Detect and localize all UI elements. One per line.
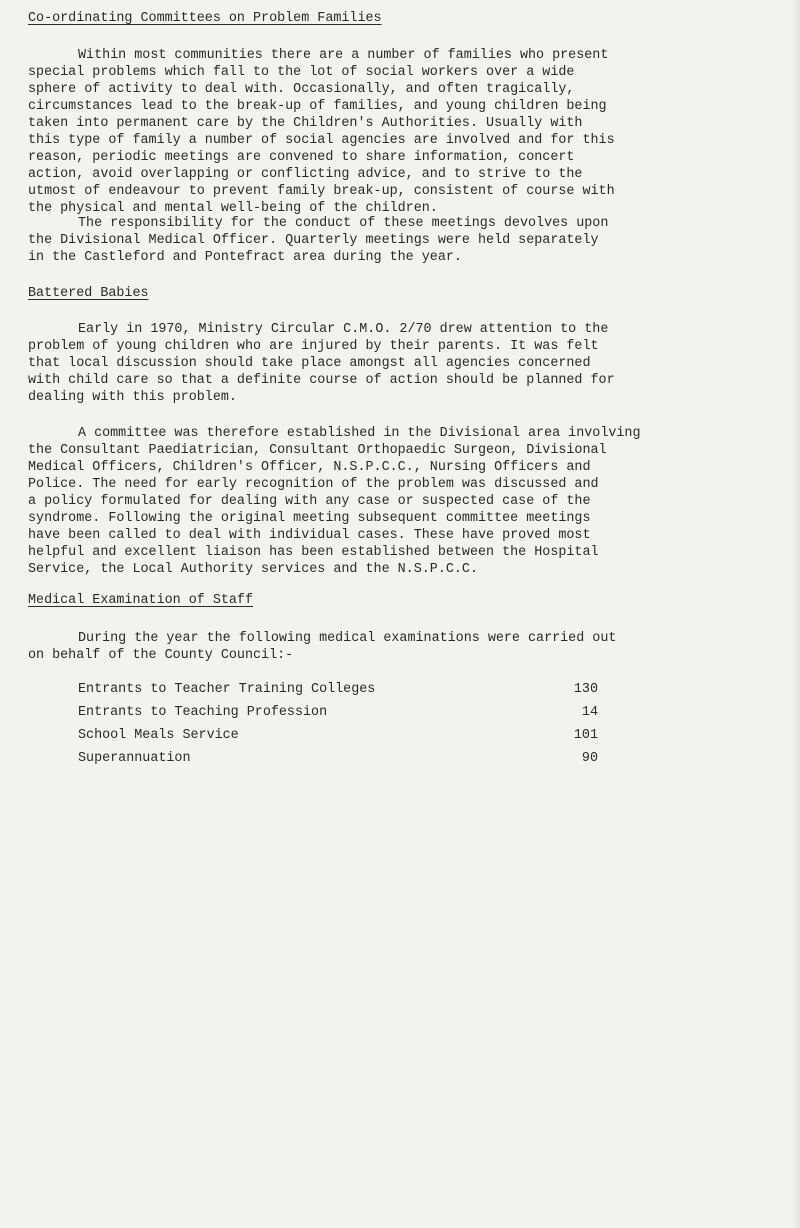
table-row: [78, 704, 598, 727]
examinations-table: [78, 681, 598, 773]
paragraph-medical-examinations: During the year the following medical examinations were carried out on behalf of the County Council:-: [28, 631, 617, 663]
row-label: Superannuation: [78, 751, 191, 766]
row-value: 90: [581, 751, 598, 766]
page-edge-shadow: [792, 0, 800, 1228]
paragraph-committee-established: A committee was therefore established in the Divisional area involving the Consultant Paediatrician, Consultant Orthopaedic Surgeon, Divisional Medical Officers, Children's Officer, N.S.P.C.C., Nursing Officers and Police. The need for early recognition of the problem was discussed and a policy formulated for dealing with any case or suspected case of the syndrome. Following the original meeting subsequent committee meetings have been called to deal with individual cases. These have proved most helpful and excellent liaison has been established between the Hospital Service, the Local Authority services and the N.S.P.C.C.: [28, 426, 641, 577]
section-heading-coordinating-committees: Co-ordinating Committees on Problem Families: [28, 11, 382, 26]
paragraph-problem-families: Within most communities there are a number of families who present special problems which fall to the lot of social workers over a wide sphere of activity to deal with. Occasionally, and often tragically, circumstances lead to the break-up of families, and young children being taken into permanent care by the Children's Authorities. Usually with this type of family a number of social agencies are involved and for this reason, periodic meetings are convened to share information, concert action, avoid overlapping or conflicting advice, and to strive to the utmost of endeavour to prevent family break-up, consistent of course with the physical and mental well-being of the children.: [28, 48, 615, 216]
section-heading-medical-examination: Medical Examination of Staff: [28, 593, 253, 608]
table-row: [78, 750, 598, 773]
table-row: [78, 727, 598, 750]
row-value: 14: [581, 705, 598, 720]
section-heading-battered-babies: Battered Babies: [28, 286, 149, 301]
row-label: School Meals Service: [78, 728, 239, 743]
paragraph-ministry-circular: Early in 1970, Ministry Circular C.M.O. 2/70 drew attention to the problem of young children who are injured by their parents. It was felt that local discussion should take place amongst all agencies concerned with child care so that a definite course of action should be planned for dealing with this problem.: [28, 322, 615, 405]
row-label: Entrants to Teaching Profession: [78, 705, 328, 720]
row-value: 101: [573, 728, 598, 743]
row-label: Entrants to Teacher Training Colleges: [78, 682, 376, 697]
table-row: [78, 681, 598, 704]
paragraph-meetings-responsibility: The responsibility for the conduct of these meetings devolves upon the Divisional Medical Officer. Quarterly meetings were held separately in the Castleford and Pontefract area during the year.: [28, 216, 609, 265]
row-value: 130: [573, 682, 598, 697]
